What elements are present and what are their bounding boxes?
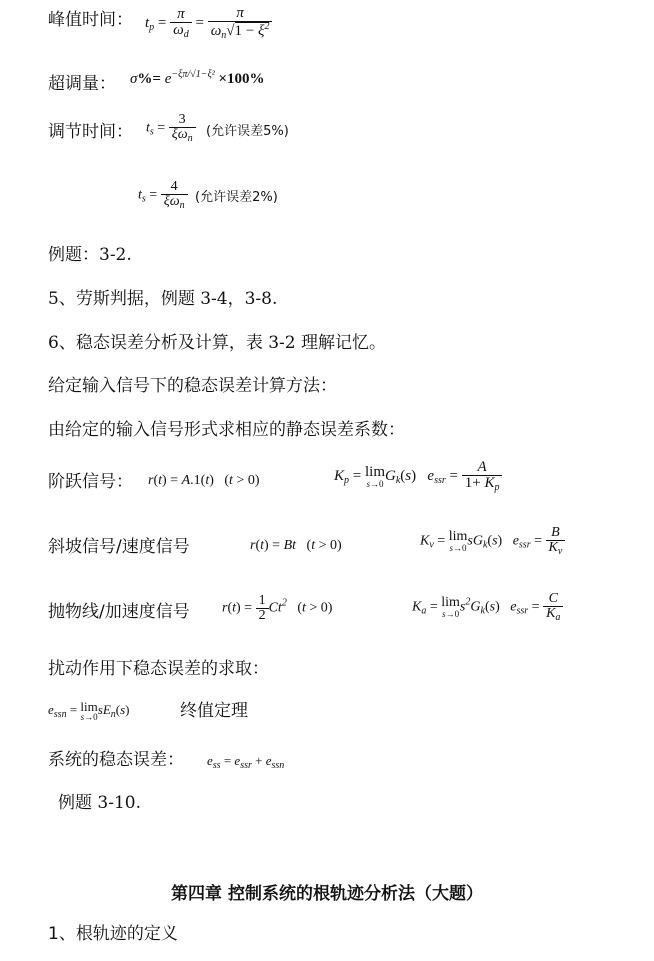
settling-note-5: (允许误差5%) (206, 124, 289, 139)
overshoot-label: 超调量： (48, 74, 116, 94)
settling-formula-2: $t_s$ = $\frac{4}{\xi\omega_n}$ (138, 180, 188, 211)
step-label: 阶跃信号： (48, 472, 133, 492)
disturbance-text: 扰动作用下稳态误差的求取： (48, 659, 269, 679)
chapter-heading: 第四章 控制系统的根轨迹分析法（大题） (171, 884, 483, 904)
example-3-10: 例题 3-10. (58, 793, 141, 813)
peak-time-label: 峰值时间： (48, 10, 133, 30)
kp-formula: $K_p$ = lim s→0 $G_k(s) e_{ssr}$ = $\frac{A}{1+ K_p}$ (334, 460, 502, 493)
step-input-formula: r(t) = A.1(t) (t > 0) (148, 473, 260, 488)
essn-formula: $e_{ssn}$ = lim s→0 $sE_n(s)$ (48, 699, 130, 722)
ramp-input-formula: r(t) = Bt (t > 0) (250, 538, 342, 553)
kv-formula: $K_v$ = lim s→0 $sG_k(s) e_{ssr}$ = $\frac{B}{K_v}$ (420, 526, 565, 557)
settling-note-2: (允许误差2%) (195, 190, 278, 205)
parabola-label: 抛物线/加速度信号 (48, 602, 190, 622)
example-3-2: 例题：3-2. (48, 245, 132, 265)
root-locus-definition: 1、根轨迹的定义 (48, 924, 178, 944)
parabola-input-formula: r(t) = $\frac{1}{2}$ Ct$^2$ (t > 0) (222, 593, 333, 623)
system-error-label: 系统的稳态误差： (48, 750, 184, 770)
method-text: 给定输入信号下的稳态误差计算方法： (48, 376, 337, 396)
routh-criterion: 5、劳斯判据，例题 3-4，3-8. (48, 289, 278, 309)
ramp-label: 斜坡信号/速度信号 (48, 537, 190, 557)
settling-formula-5: $t_s$ = $\frac{3}{\xi\omega_n}$ (146, 113, 196, 144)
overshoot-formula: $\sigma\%= e^{-\xi\pi/√1-\xi^2} \times 100\%$ (130, 69, 265, 87)
ess-formula: $e_{ss} = e_{ssr} + e_{ssn}$ (207, 753, 285, 771)
steady-state-error-item: 6、稳态误差分析及计算，表 3-2 理解记忆。 (48, 333, 386, 353)
static-coeff-text: 由给定的输入信号形式求相应的静态误差系数： (48, 420, 405, 440)
ka-formula: $K_a$ = lim s→0 $s^2G_k(s) e_{ssr}$ = $\frac{C}{K_a}$ (412, 592, 563, 623)
peak-time-formula: $t_p$ = $\frac{\pi}{\omega_d}$ = $\frac{\pi}{\omega_n√1 - \xi^2}$ (145, 6, 272, 41)
settling-time-label: 调节时间： (48, 122, 133, 142)
final-value-theorem: 终值定理 (180, 701, 248, 721)
